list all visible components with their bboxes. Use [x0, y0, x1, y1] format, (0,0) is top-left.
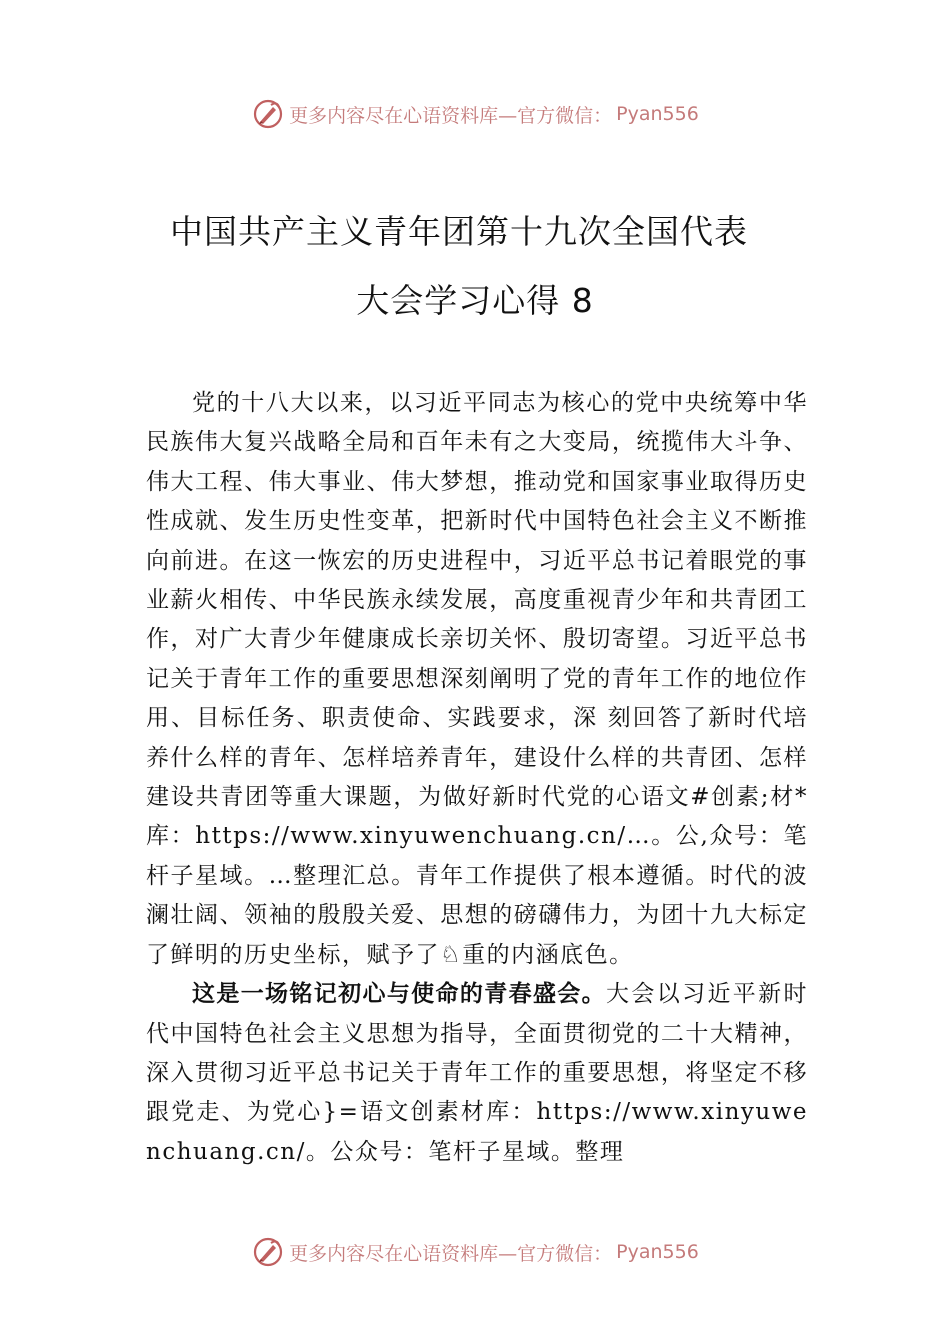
pen-logo-icon: [251, 1235, 285, 1269]
paragraph-1: 党的十八大以来，以习近平同志为核心的党中央统筹中华民族伟大复兴战略全局和百年未有之大变局，统揽伟大斗争、伟大工程、伟大事业、伟大梦想，推动党和国家事业取得历史性成就、发生历史性变革，把新时代中国特色社会主义不断推向前进。在这一恢宏的历史进程中，习近平总书记着眼党的事业薪火相传、中华民族永续发展，高度重视青少年和共青团工作，对广大青少年健康成长亲切关怀、殷切寄望。习近平总书记关于青年工作的重要思想深刻阐明了党的青年工作的地位作用、目标任务、职责使命、实践要求，深 刻回答了新时代培养什么样的青年、怎样培养青年，建设什么样的共青团、怎样建设共青团等重大课题，为做好新时代党的心语文#创素;材*库：https://www.xinyuwenchuang.cn/…。公,众号：笔杆子星域。…整理汇总。青年工作提供了根本遵循。时代的波澜壮阔、领袖的殷殷关爱、思想的磅礴伟力，为团十九大标定了鲜明的历史坐标，赋予了♘重的内涵底色。: [146, 390, 808, 968]
banner-content: [251, 1235, 699, 1269]
banner-wechat-id: Pyan556: [616, 103, 699, 125]
header-watermark-banner: [0, 94, 950, 134]
pen-logo-icon: [251, 97, 285, 131]
document-title-line1: 中国共产主义青年团第十九次全国代表: [170, 212, 748, 251]
paragraph-2-text: 大会以习近平新时代中国特色社会主义思想为指导，全面贯彻党的二十大精神，深入贯彻习近平总书记关于青年工作的重要思想，将坚定不移跟党走、为党心}=语文创素材库：https://www.xinyuwenchuang.cn/。公众号：笔杆子星域。整理: [146, 981, 809, 1165]
banner-content: [251, 97, 699, 131]
paragraph-2-lead: 这是一场铭记初心与使命的青春盛会。: [192, 981, 607, 1008]
footer-watermark-banner: [0, 1232, 950, 1272]
document-body: [146, 384, 808, 1172]
banner-text: 更多内容尽在心语资料库—官方微信：: [289, 1242, 613, 1265]
paragraph-2: [146, 975, 808, 1172]
document-title-line2: 大会学习心得 8: [356, 281, 594, 320]
banner-text: 更多内容尽在心语资料库—官方微信：: [289, 104, 613, 127]
banner-wechat-id: Pyan556: [616, 1241, 699, 1263]
